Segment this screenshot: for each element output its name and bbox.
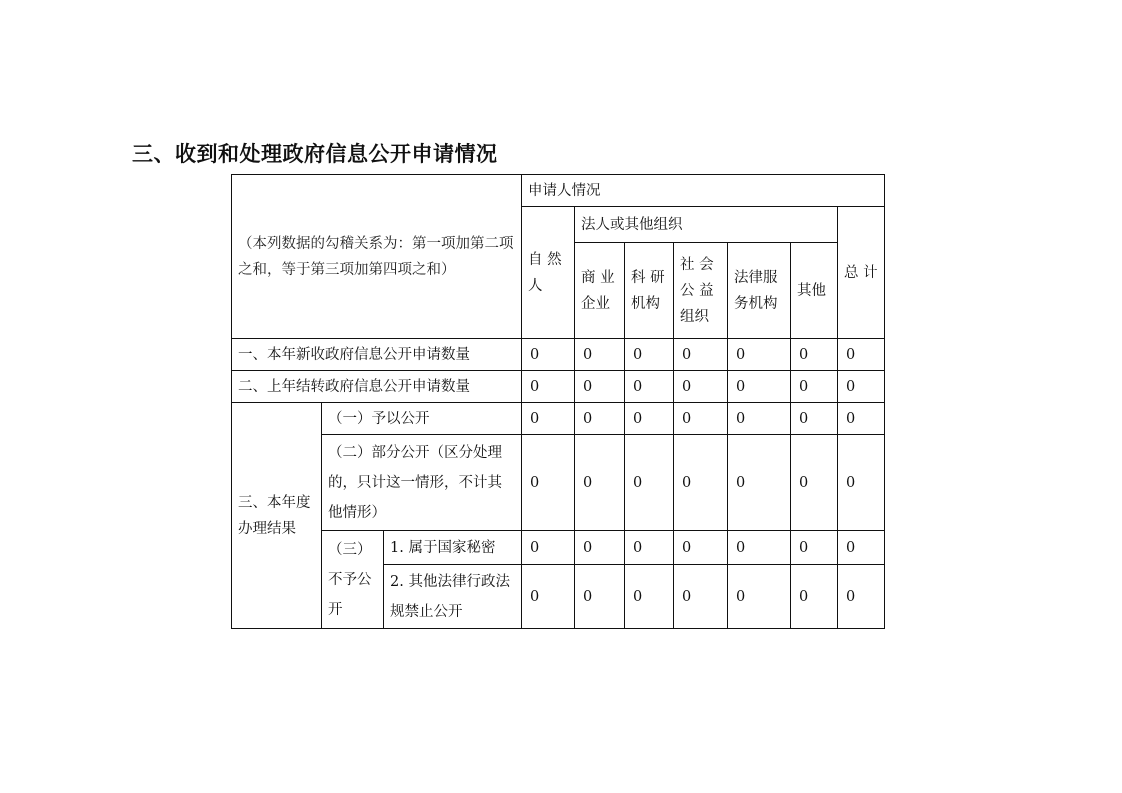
applicant-situation-header: 申请人情况	[522, 175, 885, 207]
note-text: （本列数据的勾稽关系为：第一项加第二项之和，等于第三项加第四项之和）	[238, 235, 514, 278]
cell-value: 0	[728, 435, 791, 531]
cell-value: 0	[728, 339, 791, 371]
cell-value: 0	[728, 531, 791, 565]
col-header-business: 商 业企业	[575, 243, 625, 339]
cell-value: 0	[575, 371, 625, 403]
row-label-prohibited: 2. 其他法律行政法规禁止公开	[384, 565, 522, 629]
table-row	[232, 435, 885, 531]
cell-value: 0	[625, 403, 674, 435]
row-label-not-disclose: （三）不予公开	[322, 531, 384, 629]
cell-value: 0	[625, 435, 674, 531]
col-header-research: 科 研机构	[625, 243, 674, 339]
natural-person-header: 自 然人	[522, 207, 575, 339]
cell-value: 0	[575, 435, 625, 531]
cell-value: 0	[728, 565, 791, 629]
cell-value: 0	[575, 531, 625, 565]
table-row	[232, 403, 885, 435]
cell-value: 0	[838, 565, 885, 629]
cell-value: 0	[522, 435, 575, 531]
cell-value: 0	[674, 435, 728, 531]
table-row	[232, 531, 885, 565]
cell-value: 0	[838, 435, 885, 531]
col-header-public-welfare: 社 会公 益组织	[674, 243, 728, 339]
cell-value: 0	[674, 403, 728, 435]
cell-value: 0	[838, 371, 885, 403]
table-row	[232, 371, 885, 403]
cell-value: 0	[625, 339, 674, 371]
row-label-new: 一、本年新收政府信息公开申请数量	[232, 339, 522, 371]
section-heading: 三、收到和处理政府信息公开申请情况	[132, 142, 498, 166]
cell-value: 0	[674, 565, 728, 629]
cell-value: 0	[791, 435, 838, 531]
cell-value: 0	[791, 565, 838, 629]
note-cell	[232, 175, 522, 339]
cell-value: 0	[728, 403, 791, 435]
cell-value: 0	[522, 403, 575, 435]
cell-value: 0	[791, 403, 838, 435]
cell-value: 0	[791, 339, 838, 371]
cell-value: 0	[522, 531, 575, 565]
cell-value: 0	[791, 531, 838, 565]
cell-value: 0	[674, 531, 728, 565]
cell-value: 0	[522, 339, 575, 371]
cell-value: 0	[625, 531, 674, 565]
disclosure-requests-table	[231, 174, 885, 629]
total-header: 总 计	[838, 207, 885, 339]
table-row	[232, 339, 885, 371]
cell-value: 0	[838, 531, 885, 565]
cell-value: 0	[575, 403, 625, 435]
cell-value: 0	[522, 565, 575, 629]
cell-value: 0	[791, 371, 838, 403]
col-header-legal-service: 法律服务机构	[728, 243, 791, 339]
row-label-disclose: （一）予以公开	[322, 403, 522, 435]
cell-value: 0	[728, 371, 791, 403]
cell-value: 0	[838, 339, 885, 371]
row-label-carried-over: 二、上年结转政府信息公开申请数量	[232, 371, 522, 403]
cell-value: 0	[625, 371, 674, 403]
cell-value: 0	[575, 565, 625, 629]
cell-value: 0	[674, 371, 728, 403]
cell-value: 0	[674, 339, 728, 371]
legal-org-header: 法人或其他组织	[575, 207, 838, 243]
cell-value: 0	[522, 371, 575, 403]
row-label-state-secret: 1. 属于国家秘密	[384, 531, 522, 565]
row-label-partial: （二）部分公开（区分处理的，只计这一情形，不计其他情形）	[322, 435, 522, 531]
cell-value: 0	[575, 339, 625, 371]
cell-value: 0	[625, 565, 674, 629]
row-group-label-results: 三、本年度办理结果	[232, 403, 322, 629]
cell-value: 0	[838, 403, 885, 435]
col-header-other: 其他	[791, 243, 838, 339]
